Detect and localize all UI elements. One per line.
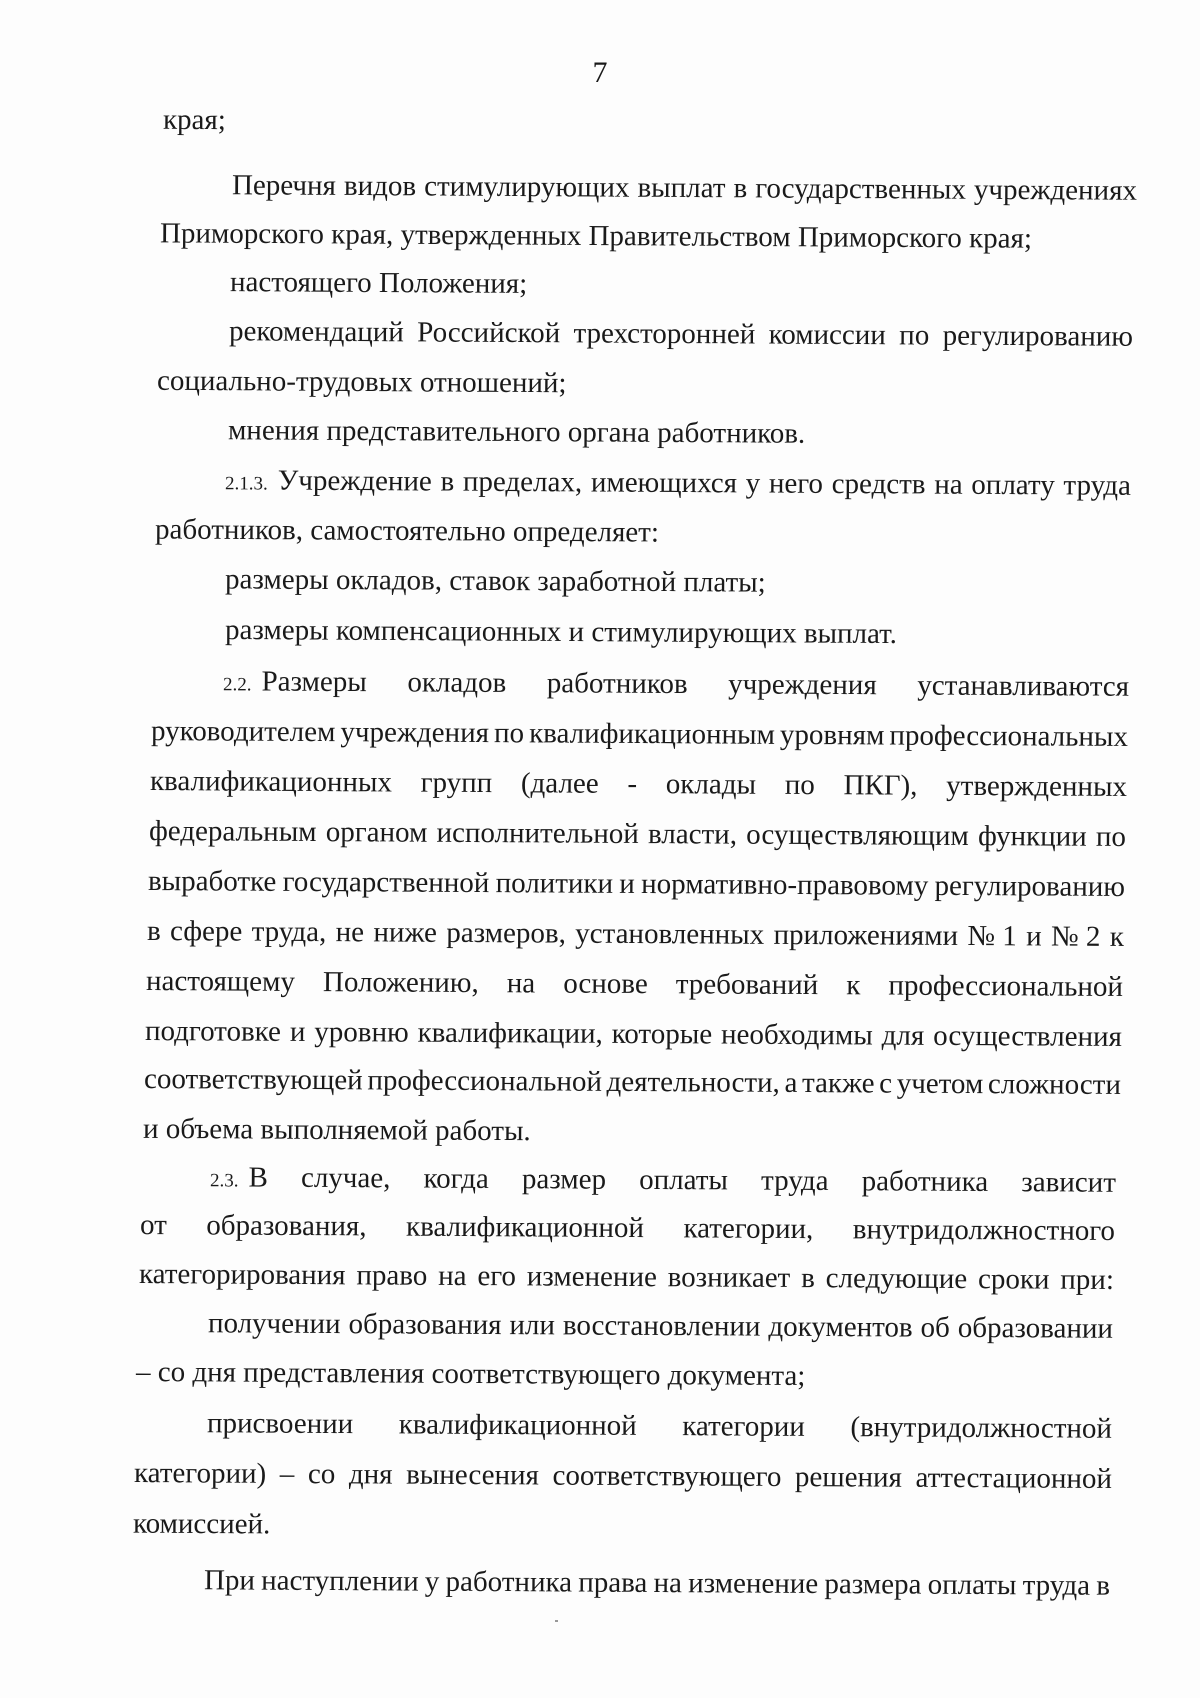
word: права [578, 1566, 648, 1599]
text-line [133, 1506, 271, 1543]
word: Перечня [231, 169, 337, 202]
text-line [136, 1354, 806, 1394]
word: труда [1022, 1569, 1091, 1602]
word: присвоении [206, 1407, 354, 1441]
word: труда, [251, 915, 327, 949]
word: в [733, 172, 748, 205]
word: для [881, 1019, 925, 1052]
word: к [846, 969, 861, 1002]
word: – [279, 1457, 295, 1490]
word: устанавливаются [917, 669, 1130, 703]
word: по [784, 768, 815, 802]
word: регулированию [934, 869, 1126, 903]
word: на [934, 468, 963, 501]
word: получении [207, 1307, 341, 1341]
word: - [627, 767, 638, 800]
word: осуществляющим [746, 818, 969, 853]
word: него [768, 467, 824, 500]
word: его [477, 1260, 517, 1293]
section-number: 2.1.3. [224, 473, 268, 495]
word: трехсторонней [573, 317, 756, 351]
word: по [493, 717, 525, 750]
word: руководителем [150, 715, 336, 749]
text-line [149, 813, 1126, 855]
word: учреждения [728, 668, 877, 702]
word: работника [861, 1165, 989, 1198]
text-line [228, 412, 805, 452]
word: учреждениях [973, 173, 1138, 207]
word: учреждения [340, 716, 490, 750]
word: в [801, 1262, 815, 1295]
text-line [229, 313, 1133, 355]
word: труда [761, 1164, 829, 1198]
text-line [140, 1207, 1115, 1249]
word: уровню [314, 1016, 409, 1049]
word: оплаты [639, 1163, 729, 1197]
word: на [506, 967, 536, 1000]
word: возникает [667, 1261, 791, 1295]
word: с [879, 1067, 893, 1100]
text-line [232, 167, 1137, 209]
text-line [155, 511, 659, 550]
word: труда [1063, 469, 1132, 502]
word: выплат [637, 171, 726, 205]
line-text: мнения представительного органа работников. [227, 414, 806, 450]
word: от [139, 1209, 167, 1242]
word: образования, [206, 1209, 367, 1243]
word: квалификационным [529, 717, 776, 751]
word: групп [420, 766, 493, 800]
word: сложности [987, 1068, 1122, 1101]
word: со [307, 1458, 336, 1491]
text-line [225, 612, 897, 652]
text-line [143, 1111, 531, 1149]
text-line [225, 561, 766, 600]
word: профессиональной [888, 969, 1124, 1003]
text-line [230, 264, 527, 302]
line-text: края; [162, 103, 226, 137]
word: деятельности, [606, 1065, 780, 1099]
word: образовании [957, 1311, 1114, 1345]
word: государственной [282, 865, 490, 900]
word: или [509, 1309, 556, 1342]
word: восстановлении [562, 1309, 761, 1343]
text-line [160, 215, 1032, 256]
word: органом [325, 816, 428, 849]
line-text: и объема выполняемой работы. [142, 1112, 531, 1148]
word: изменение [688, 1567, 819, 1600]
word: документов [768, 1310, 913, 1344]
word: оплату [971, 468, 1055, 502]
word: 2.3. В [209, 1161, 268, 1194]
text-line [134, 1455, 1112, 1497]
text-line [151, 713, 1128, 755]
word: политики [495, 867, 614, 900]
word: к [1109, 920, 1124, 953]
word: квалификации, [417, 1016, 603, 1050]
word: видов [343, 169, 417, 203]
word: № 1 [967, 920, 1017, 953]
word: в [146, 915, 161, 948]
word: квалификационной [405, 1210, 645, 1245]
word: квалификационных [149, 765, 393, 799]
text-line [148, 863, 1125, 905]
word: сфере [169, 915, 243, 948]
word: квалификационной [398, 1408, 637, 1442]
text-line [204, 1562, 1110, 1604]
word: дня [348, 1458, 393, 1491]
word: профессиональных [889, 719, 1129, 753]
word: (далее [520, 767, 599, 800]
word: При [203, 1564, 256, 1597]
word: когда [423, 1162, 489, 1195]
word: Российской [417, 316, 561, 350]
word: наступлении [261, 1564, 419, 1598]
word: вынесения [406, 1458, 539, 1492]
text-line [210, 1159, 1116, 1205]
word: приложениями [773, 918, 959, 952]
word: исполнительной [436, 816, 639, 851]
word: и [619, 867, 635, 900]
word: стимулирующих [424, 170, 630, 204]
word: и [1026, 920, 1042, 953]
word: 2.1.3. Учреждение [224, 464, 432, 498]
text-line [146, 963, 1123, 1005]
word: (внутридолжностной [850, 1411, 1113, 1445]
word: окладов [407, 666, 507, 699]
text-line [207, 1405, 1112, 1447]
word: власти, [647, 818, 738, 851]
word: государственных [755, 172, 967, 206]
word: оплаты [927, 1568, 1017, 1602]
word: пределах, [462, 465, 583, 499]
text-line [147, 913, 1124, 955]
word: при: [1060, 1263, 1115, 1296]
word: у [745, 467, 761, 500]
word: уровням [779, 718, 885, 752]
line-text: – со дня представления соответствующего документа; [135, 1355, 806, 1393]
word: в [440, 465, 455, 498]
line-text: комиссией. [132, 1507, 271, 1541]
word: по [1095, 820, 1127, 853]
page-number: 7 [592, 56, 608, 89]
word: категории, [683, 1212, 814, 1246]
word: утвержденных [946, 769, 1128, 803]
word: которые [611, 1017, 713, 1051]
line-text: работников, самостоятельно определяет: [154, 513, 660, 549]
word: требований [675, 968, 819, 1002]
text-line [150, 763, 1127, 805]
word: по [899, 319, 930, 352]
word: осуществления [933, 1019, 1122, 1053]
text-line [163, 102, 226, 138]
word: об [920, 1311, 950, 1344]
word: решения [794, 1461, 903, 1494]
word: работников [546, 667, 688, 701]
word: федеральным [148, 815, 317, 849]
word: размеров, [446, 916, 566, 950]
word: на [438, 1259, 467, 1293]
word: выработке [147, 865, 277, 898]
word: право [356, 1259, 428, 1292]
word: необходимы [720, 1018, 873, 1052]
text-line [157, 363, 567, 402]
text-line [223, 663, 1129, 709]
word: настоящему [145, 965, 296, 998]
word: средств [831, 467, 926, 501]
word: случае, [300, 1161, 391, 1195]
line-text: социально-трудовых отношений; [156, 364, 567, 400]
word: не [335, 916, 365, 949]
word: образования [348, 1308, 502, 1342]
word: внутридолжностного [852, 1213, 1116, 1247]
word: в [1096, 1569, 1111, 1602]
word: подготовке [144, 1015, 282, 1048]
word: изменение [526, 1260, 657, 1294]
line-text: Приморского края, утвержденных Правительством Приморского края; [159, 217, 1033, 255]
word: категории) [133, 1457, 267, 1490]
word: Положению, [322, 966, 479, 1000]
section-number: 2.3. [209, 1170, 239, 1192]
word: № 2 [1050, 920, 1101, 953]
word: зависит [1021, 1166, 1117, 1199]
word: аттестационной [915, 1461, 1113, 1495]
line-text: размеры окладов, ставок заработной платы; [224, 563, 766, 599]
word: имеющихся [590, 466, 738, 500]
word: профессиональной [367, 1064, 603, 1098]
word: размера [824, 1568, 922, 1601]
line-text: настоящего Положения; [229, 266, 528, 300]
text-line [145, 1013, 1122, 1055]
word: а [784, 1066, 798, 1100]
word: нормативно-правовому [641, 868, 929, 902]
scan-speck [555, 1620, 558, 1622]
word: размер [521, 1163, 607, 1196]
text-line [225, 462, 1131, 508]
word: у [424, 1565, 440, 1598]
word: 2.2. Размеры [222, 665, 367, 699]
text-line [144, 1061, 1121, 1103]
word: категорирования [138, 1258, 346, 1292]
word: основе [563, 967, 648, 1001]
word: соответствующего [552, 1459, 782, 1493]
section-number: 2.2. [222, 674, 252, 696]
word: учетом [896, 1067, 984, 1101]
line-text: размеры компенсационных и стимулирующих выплат. [224, 613, 898, 651]
word: на [653, 1566, 683, 1600]
word: следующие [825, 1262, 968, 1296]
text-line [139, 1256, 1114, 1298]
word: оклады [665, 768, 757, 801]
word: установленных [575, 917, 765, 951]
word: и [289, 1015, 306, 1048]
word: регулированию [942, 319, 1134, 353]
word: ПКГ), [843, 769, 918, 802]
word: сроки [977, 1263, 1050, 1296]
word: работника [445, 1565, 573, 1599]
word: функции [977, 820, 1087, 853]
word: также [801, 1067, 875, 1100]
word: соответствующей [143, 1063, 363, 1097]
word: комиссии [768, 318, 886, 352]
word: категории [682, 1410, 805, 1443]
text-line [208, 1305, 1113, 1347]
word: рекомендаций [228, 315, 404, 349]
word: ниже [373, 916, 438, 949]
